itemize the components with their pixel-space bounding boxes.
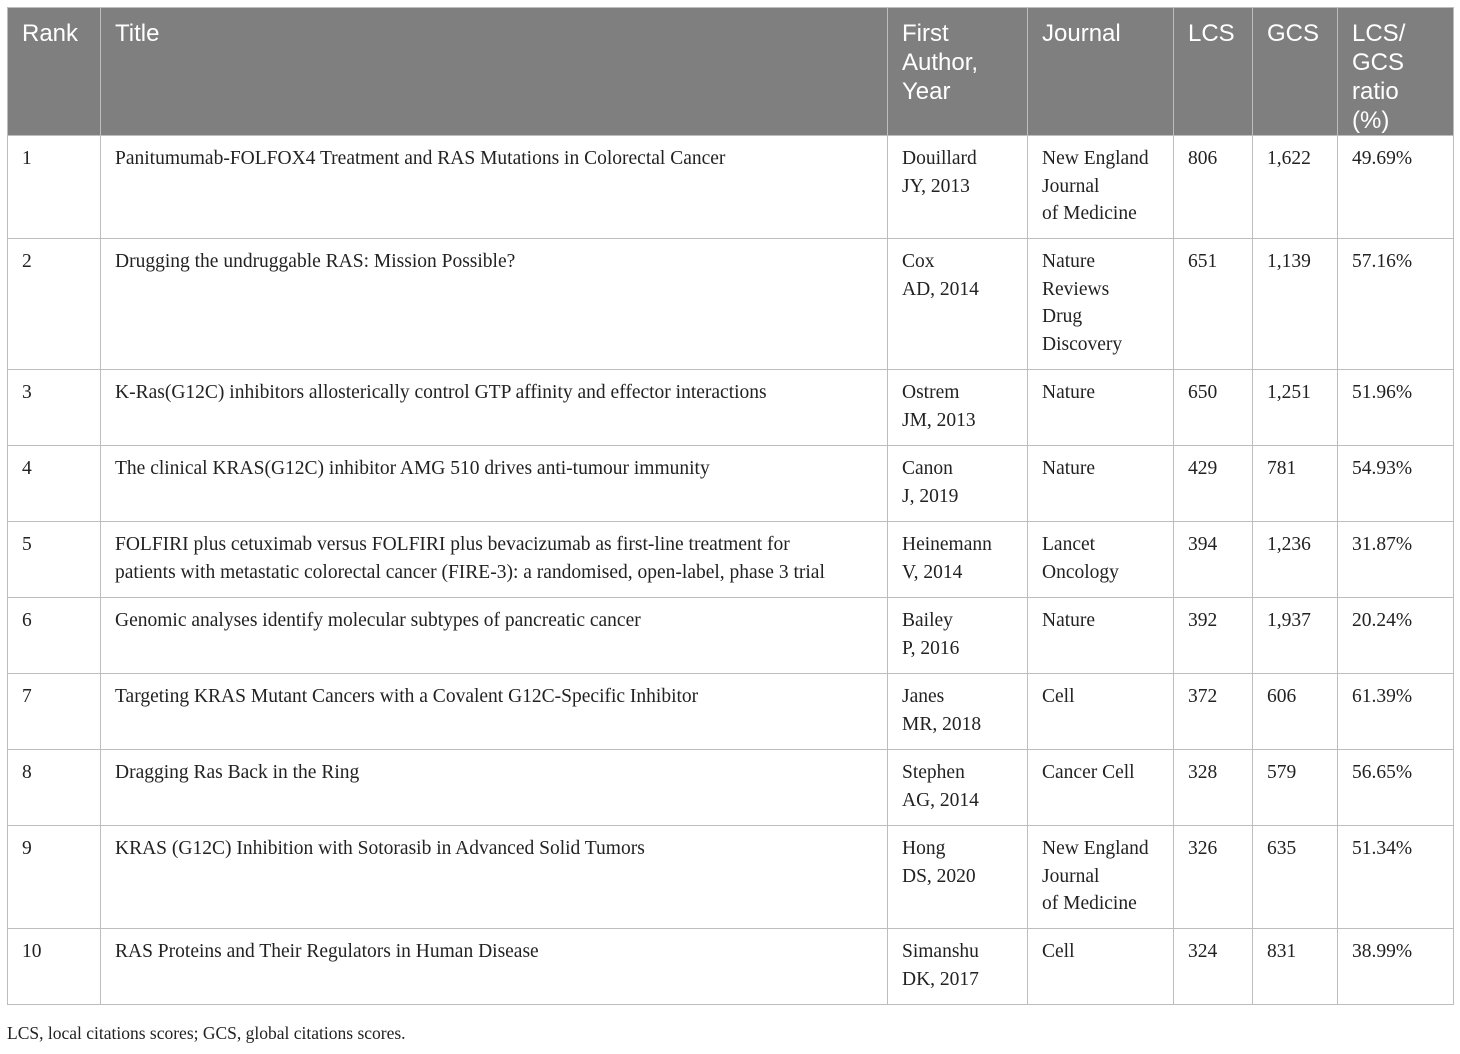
cell-journal-line: of Medicine (1042, 203, 1137, 224)
cell-gcs: 606 (1253, 674, 1338, 750)
cell-first-author-line: Stephen (902, 762, 965, 783)
cell-first-author-line: Heinemann (902, 534, 992, 555)
cell-title-line: Targeting KRAS Mutant Cancers with a Covalent G12C-Specific Inhibitor (115, 686, 699, 707)
cell-first-author-line: Ostrem (902, 382, 960, 403)
cell-journal-line: Drug (1042, 306, 1083, 327)
cell-ratio: 20.24% (1338, 598, 1454, 674)
cell-title-line: The clinical KRAS(G12C) inhibitor AMG 510 drives anti-tumour immunity (115, 458, 710, 479)
cell-first-author (888, 598, 1028, 674)
table-row (8, 370, 1454, 446)
header-rank: Rank (8, 8, 101, 136)
cell-journal (1028, 370, 1174, 446)
cell-lcs: 328 (1174, 750, 1253, 826)
cell-first-author-line: Simanshu (902, 941, 979, 962)
cell-lcs: 650 (1174, 370, 1253, 446)
cell-rank: 6 (8, 598, 101, 674)
cell-first-author-line: DS, 2020 (902, 865, 976, 887)
header-lcs: LCS (1174, 8, 1253, 136)
cell-title (101, 826, 888, 929)
cell-first-author-line: J, 2019 (902, 485, 959, 507)
cell-rank: 9 (8, 826, 101, 929)
cell-journal-line: Lancet (1042, 534, 1096, 555)
cell-first-author (888, 370, 1028, 446)
cell-first-author (888, 750, 1028, 826)
cell-rank: 7 (8, 674, 101, 750)
cell-lcs: 429 (1174, 446, 1253, 522)
cell-first-author-line: Douillard (902, 148, 977, 169)
cell-journal (1028, 598, 1174, 674)
header-first-author (888, 8, 1028, 136)
header-ratio-line: (%) (1352, 107, 1390, 134)
cell-title (101, 370, 888, 446)
citation-table (7, 7, 1454, 1005)
cell-journal-line: Cell (1042, 941, 1075, 962)
citation-table-container (7, 7, 1453, 1005)
header-row (8, 8, 1454, 136)
cell-journal-line: Oncology (1042, 561, 1119, 583)
cell-ratio: 51.34% (1338, 826, 1454, 929)
cell-ratio: 61.39% (1338, 674, 1454, 750)
cell-journal-line: Discovery (1042, 333, 1123, 355)
header-first-author-line: Year (902, 78, 951, 105)
cell-lcs: 806 (1174, 136, 1253, 239)
cell-title (101, 929, 888, 1005)
cell-journal (1028, 929, 1174, 1005)
header-ratio-line: LCS/ (1352, 20, 1406, 47)
cell-journal (1028, 750, 1174, 826)
cell-first-author-line: V, 2014 (902, 561, 963, 583)
table-row (8, 136, 1454, 239)
cell-gcs: 1,236 (1253, 522, 1338, 598)
cell-title-line: K-Ras(G12C) inhibitors allosterically control GTP affinity and effector interactions (115, 382, 767, 403)
cell-first-author-line: Hong (902, 838, 946, 859)
table-row (8, 929, 1454, 1005)
cell-journal (1028, 136, 1174, 239)
cell-title-line: patients with metastatic colorectal cancer (FIRE-3): a randomised, open-label, phase 3 trial (115, 561, 825, 583)
cell-first-author-line: Cox (902, 251, 935, 272)
cell-first-author-line: AD, 2014 (902, 278, 979, 300)
cell-rank: 10 (8, 929, 101, 1005)
table-body (8, 136, 1454, 1005)
cell-first-author-line: JM, 2013 (902, 409, 976, 431)
table-row (8, 239, 1454, 370)
cell-first-author-line: Canon (902, 458, 953, 479)
cell-journal-line: New England (1042, 148, 1149, 169)
cell-journal-line: Cell (1042, 686, 1075, 707)
cell-title-line: RAS Proteins and Their Regulators in Human Disease (115, 941, 539, 962)
cell-title-line: Dragging Ras Back in the Ring (115, 762, 360, 783)
cell-gcs: 1,622 (1253, 136, 1338, 239)
cell-journal-line: New England (1042, 838, 1149, 859)
cell-ratio: 38.99% (1338, 929, 1454, 1005)
cell-rank: 8 (8, 750, 101, 826)
cell-first-author (888, 826, 1028, 929)
cell-journal-line: of Medicine (1042, 893, 1137, 914)
cell-gcs: 1,251 (1253, 370, 1338, 446)
cell-first-author (888, 446, 1028, 522)
cell-title-line: KRAS (G12C) Inhibition with Sotorasib in Advanced Solid Tumors (115, 838, 645, 859)
cell-journal-line: Nature (1042, 382, 1096, 403)
cell-rank: 2 (8, 239, 101, 370)
cell-journal (1028, 522, 1174, 598)
cell-first-author-line: DK, 2017 (902, 968, 979, 990)
cell-title-line: Drugging the undruggable RAS: Mission Possible? (115, 251, 516, 272)
cell-title (101, 446, 888, 522)
cell-journal-line: Journal (1042, 865, 1100, 887)
cell-gcs: 831 (1253, 929, 1338, 1005)
cell-ratio: 56.65% (1338, 750, 1454, 826)
cell-lcs: 394 (1174, 522, 1253, 598)
cell-title (101, 522, 888, 598)
cell-lcs: 392 (1174, 598, 1253, 674)
cell-journal (1028, 826, 1174, 929)
cell-ratio: 51.96% (1338, 370, 1454, 446)
cell-gcs: 579 (1253, 750, 1338, 826)
cell-first-author-line: JY, 2013 (902, 175, 970, 197)
cell-first-author-line: Bailey (902, 610, 953, 631)
cell-ratio: 31.87% (1338, 522, 1454, 598)
cell-lcs: 372 (1174, 674, 1253, 750)
cell-title (101, 750, 888, 826)
table-row (8, 598, 1454, 674)
cell-first-author (888, 674, 1028, 750)
cell-title-line: Genomic analyses identify molecular subtypes of pancreatic cancer (115, 610, 641, 631)
cell-rank: 3 (8, 370, 101, 446)
cell-journal-line: Reviews (1042, 278, 1110, 300)
cell-ratio: 54.93% (1338, 446, 1454, 522)
cell-lcs: 651 (1174, 239, 1253, 370)
header-title: Title (101, 8, 888, 136)
header-first-author-line: Author, (902, 49, 979, 76)
cell-title (101, 136, 888, 239)
cell-rank: 4 (8, 446, 101, 522)
cell-journal (1028, 674, 1174, 750)
cell-journal-line: Nature (1042, 251, 1096, 272)
cell-rank: 5 (8, 522, 101, 598)
cell-title-line: FOLFIRI plus cetuximab versus FOLFIRI plus bevacizumab as first-line treatment for (115, 534, 790, 555)
cell-title (101, 598, 888, 674)
cell-first-author (888, 136, 1028, 239)
cell-title (101, 674, 888, 750)
header-first-author-line: First (902, 20, 949, 47)
cell-lcs: 326 (1174, 826, 1253, 929)
cell-first-author (888, 522, 1028, 598)
cell-journal-line: Nature (1042, 610, 1096, 631)
table-row (8, 750, 1454, 826)
cell-ratio: 57.16% (1338, 239, 1454, 370)
cell-gcs: 1,139 (1253, 239, 1338, 370)
table-row (8, 674, 1454, 750)
header-gcs: GCS (1253, 8, 1338, 136)
cell-lcs: 324 (1174, 929, 1253, 1005)
cell-journal-line: Cancer Cell (1042, 762, 1135, 783)
cell-journal (1028, 446, 1174, 522)
header-ratio (1338, 8, 1454, 136)
cell-ratio: 49.69% (1338, 136, 1454, 239)
cell-title-line: Panitumumab-FOLFOX4 Treatment and RAS Mutations in Colorectal Cancer (115, 148, 726, 169)
header-ratio-line: GCS (1352, 49, 1405, 76)
cell-journal-line: Journal (1042, 175, 1100, 197)
cell-title (101, 239, 888, 370)
table-row (8, 522, 1454, 598)
cell-gcs: 635 (1253, 826, 1338, 929)
cell-gcs: 1,937 (1253, 598, 1338, 674)
cell-rank: 1 (8, 136, 101, 239)
cell-first-author-line: P, 2016 (902, 637, 960, 659)
table-row (8, 446, 1454, 522)
cell-first-author-line: MR, 2018 (902, 713, 982, 735)
cell-journal (1028, 239, 1174, 370)
header-journal: Journal (1028, 8, 1174, 136)
cell-first-author (888, 239, 1028, 370)
cell-first-author-line: Janes (902, 686, 945, 707)
header-ratio-line: ratio (1352, 78, 1399, 105)
cell-gcs: 781 (1253, 446, 1338, 522)
cell-journal-line: Nature (1042, 458, 1096, 479)
table-footnote: LCS, local citations scores; GCS, global citations scores. (7, 1023, 406, 1043)
cell-first-author-line: AG, 2014 (902, 789, 979, 811)
table-row (8, 826, 1454, 929)
cell-first-author (888, 929, 1028, 1005)
